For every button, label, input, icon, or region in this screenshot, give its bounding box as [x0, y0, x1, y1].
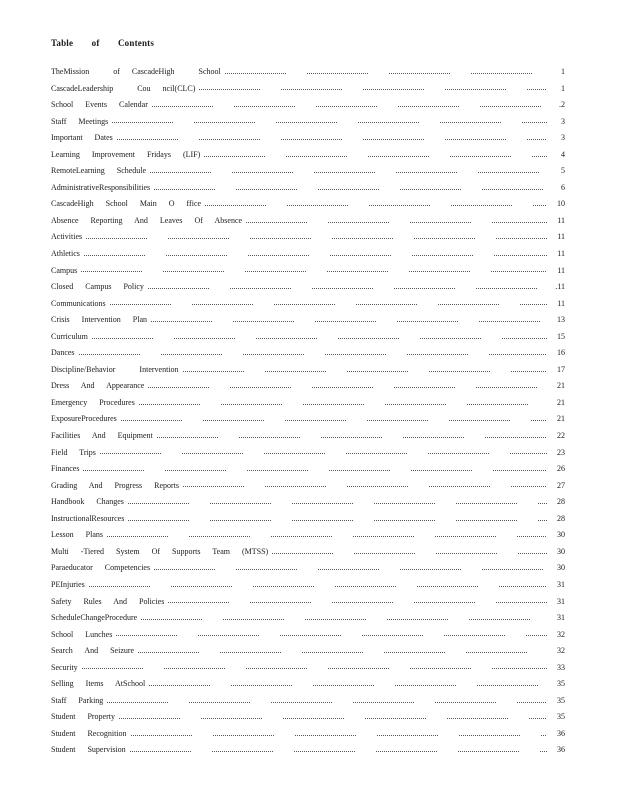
dot-leader [112, 122, 547, 123]
toc-entry-page-number: 17 [557, 364, 565, 374]
toc-entry-label: Multi -Tiered System Of Supports Team (MTSS) [51, 546, 269, 556]
toc-entry[interactable] [51, 362, 565, 379]
dot-leader [130, 751, 547, 752]
toc-entry[interactable] [51, 279, 565, 296]
toc-entry[interactable] [51, 64, 565, 81]
toc-entry[interactable] [51, 345, 565, 362]
toc-entry[interactable] [51, 627, 565, 644]
dot-leader [148, 288, 547, 289]
dot-leader [82, 668, 547, 669]
dot-leader [151, 321, 547, 322]
toc-entry-page-number: 11 [557, 265, 565, 275]
toc-entry[interactable] [51, 329, 565, 346]
dot-leader [204, 156, 547, 157]
dot-leader [141, 619, 547, 620]
toc-entry-label: Safety Rules And Policies [51, 596, 165, 606]
toc-entry-label: Student Recognition [51, 728, 127, 738]
dot-leader [128, 520, 547, 521]
toc-entry-page-number: 21 [557, 414, 565, 424]
toc-entry-page-number: 36 [557, 728, 565, 738]
toc-entry-label: Student Property [51, 712, 115, 722]
dot-leader [157, 437, 547, 438]
toc-entry[interactable] [51, 610, 565, 627]
dot-leader [100, 453, 547, 454]
toc-entry[interactable] [51, 213, 565, 230]
toc-entry-page-number: 6 [561, 182, 565, 192]
dot-leader [107, 702, 547, 703]
toc-entry-page-number: 21 [557, 397, 565, 407]
toc-title: Table of Contents [51, 38, 155, 48]
dot-leader [148, 387, 547, 388]
dot-leader [79, 354, 547, 355]
toc-entry[interactable] [51, 81, 565, 98]
toc-entry-label: School Events Calendar [51, 100, 148, 110]
toc-entry-label: Lesson Plans [51, 530, 103, 540]
toc-entry-label: Paraeducator Competencies [51, 563, 151, 573]
toc-entry[interactable] [51, 726, 565, 743]
toc-entry[interactable] [51, 97, 565, 114]
toc-entry-label: Crisis Intervention Plan [51, 315, 147, 325]
toc-list [51, 64, 565, 759]
toc-entry-label: Staff Meetings [51, 116, 109, 126]
toc-entry-page-number: 5 [561, 166, 565, 176]
toc-entry[interactable] [51, 478, 565, 495]
dot-leader [272, 553, 547, 554]
toc-entry-label: Staff Parking [51, 695, 104, 705]
toc-entry-page-number: 15 [557, 331, 565, 341]
toc-entry-page-number: 32 [557, 629, 565, 639]
toc-entry-page-number: 28 [557, 497, 565, 507]
toc-entry-page-number: 30 [557, 563, 565, 573]
toc-entry[interactable] [51, 246, 565, 263]
toc-entry-label: ExposureProcedures [51, 414, 117, 424]
toc-entry[interactable] [51, 660, 565, 677]
toc-entry-label: Security [51, 662, 78, 672]
dot-leader [83, 470, 547, 471]
toc-entry[interactable] [51, 411, 565, 428]
toc-entry-page-number: 23 [557, 447, 565, 457]
toc-entry-page-number: 11 [557, 232, 565, 242]
toc-entry-page-number: 31 [557, 596, 565, 606]
toc-entry[interactable] [51, 147, 565, 164]
dot-leader [150, 172, 547, 173]
toc-entry-page-number: 22 [557, 431, 565, 441]
dot-leader [92, 338, 547, 339]
toc-entry[interactable] [51, 693, 565, 710]
toc-entry[interactable] [51, 742, 565, 759]
toc-entry-label: AdministrativeResponsibilities [51, 182, 151, 192]
toc-entry-page-number: 11 [557, 215, 565, 225]
toc-entry-label: Selling Items AtSchool [51, 679, 146, 689]
toc-entry[interactable] [51, 196, 565, 213]
toc-entry-label: Closed Campus Policy [51, 282, 144, 292]
dot-leader [116, 635, 547, 636]
toc-entry[interactable] [51, 263, 565, 280]
dot-leader [183, 371, 547, 372]
toc-entry-page-number: 11 [557, 249, 565, 259]
dot-leader [107, 536, 547, 537]
toc-entry-label: Handbook Changes [51, 497, 124, 507]
dot-leader [86, 238, 547, 239]
toc-entry[interactable] [51, 527, 565, 544]
toc-entry-page-number: 28 [557, 513, 565, 523]
toc-entry-label: InstructionalResources [51, 513, 125, 523]
toc-entry-page-number: 32 [557, 646, 565, 656]
toc-entry[interactable] [51, 544, 565, 561]
toc-entry[interactable] [51, 395, 565, 412]
toc-entry-label: Student Supervision [51, 745, 126, 755]
toc-entry-page-number: 30 [557, 546, 565, 556]
toc-entry[interactable] [51, 296, 565, 313]
toc-entry-label: Important Dates [51, 133, 113, 143]
toc-entry[interactable] [51, 494, 565, 511]
toc-entry[interactable] [51, 163, 565, 180]
toc-entry-page-number: 31 [557, 613, 565, 623]
toc-entry-page-number: 26 [557, 464, 565, 474]
dot-leader [89, 586, 547, 587]
toc-entry-page-number: 3 [561, 116, 565, 126]
toc-entry[interactable] [51, 130, 565, 147]
toc-entry-page-number: 4 [561, 149, 565, 159]
toc-entry-label: Campus [51, 265, 78, 275]
toc-entry[interactable] [51, 378, 565, 395]
dot-leader [152, 106, 547, 107]
dot-leader [139, 404, 547, 405]
toc-entry-label: School Lunches [51, 629, 113, 639]
toc-entry-label: Curriculum [51, 331, 88, 341]
toc-entry-label: Finances [51, 464, 80, 474]
toc-entry-label: CascadeLeadership Cou ncil(CLC) [51, 83, 196, 93]
dot-leader [149, 685, 547, 686]
toc-entry-label: Emergency Procedures [51, 397, 135, 407]
toc-entry-label: Dances [51, 348, 75, 358]
toc-entry[interactable] [51, 445, 565, 462]
toc-entry-page-number: 1 [561, 67, 565, 76]
dot-leader [183, 486, 547, 487]
dot-leader [154, 569, 547, 570]
toc-entry-page-number: .2 [559, 100, 565, 110]
toc-entry-page-number: 21 [557, 381, 565, 391]
toc-entry-page-number: 13 [557, 315, 565, 325]
toc-entry[interactable] [51, 229, 565, 246]
dot-leader [84, 255, 547, 256]
toc-entry-label: Learning Improvement Fridays (LIF) [51, 149, 201, 159]
toc-entry-page-number: 3 [561, 133, 565, 143]
toc-entry[interactable] [51, 560, 565, 577]
toc-entry-label: ScheduleChangeProcedure [51, 613, 138, 623]
dot-leader [119, 718, 547, 719]
dot-leader [117, 139, 547, 140]
toc-entry[interactable] [51, 511, 565, 528]
toc-entry-label: Discipline/Behavior Intervention [51, 364, 179, 374]
toc-entry-label: Grading And Progress Reports [51, 480, 179, 490]
toc-entry-page-number: 30 [557, 530, 565, 540]
toc-entry-page-number: .11 [555, 282, 565, 292]
toc-entry-page-number: 11 [557, 298, 565, 308]
dot-leader [205, 205, 547, 206]
toc-entry-label: Activities [51, 232, 83, 242]
toc-entry[interactable] [51, 312, 565, 329]
toc-entry-page-number: 35 [557, 695, 565, 705]
toc-entry[interactable] [51, 180, 565, 197]
toc-entry[interactable] [51, 594, 565, 611]
toc-entry-page-number: 16 [557, 348, 565, 358]
toc-entry-label: Dress And Appearance [51, 381, 145, 391]
toc-entry[interactable] [51, 114, 565, 131]
dot-leader [110, 304, 547, 305]
toc-entry[interactable] [51, 676, 565, 693]
dot-leader [168, 602, 547, 603]
toc-entry-page-number: 33 [557, 662, 565, 672]
toc-entry-label: CascadeHigh School Main O ffice [51, 199, 202, 209]
toc-entry[interactable] [51, 709, 565, 726]
dot-leader [128, 503, 547, 504]
dot-leader [121, 420, 547, 421]
toc-entry-page-number: 10 [557, 199, 565, 209]
toc-entry[interactable] [51, 577, 565, 594]
toc-entry-label: Search And Seizure [51, 646, 135, 656]
toc-entry-label: TheMission of CascadeHigh School [51, 67, 221, 76]
dot-leader [225, 73, 547, 74]
dot-leader [138, 652, 547, 653]
toc-entry[interactable] [51, 643, 565, 660]
dot-leader [154, 189, 547, 190]
dot-leader [199, 89, 547, 90]
toc-entry-page-number: 35 [557, 679, 565, 689]
toc-entry-label: Absence Reporting And Leaves Of Absence [51, 215, 243, 225]
toc-entry-label: Facilities And Equipment [51, 431, 153, 441]
dot-leader [246, 222, 547, 223]
toc-entry-label: PEInjuries [51, 579, 85, 589]
toc-entry-page-number: 36 [557, 745, 565, 755]
dot-leader [81, 271, 547, 272]
toc-entry-label: Communications [51, 298, 106, 308]
toc-entry-page-number: 31 [557, 579, 565, 589]
toc-entry-label: RemoteLearning Schedule [51, 166, 147, 176]
toc-entry[interactable] [51, 461, 565, 478]
toc-entry-label: Athletics [51, 249, 80, 259]
toc-entry-page-number: 27 [557, 480, 565, 490]
dot-leader [131, 735, 547, 736]
toc-entry-page-number: 35 [557, 712, 565, 722]
toc-entry[interactable] [51, 428, 565, 445]
toc-entry-label: Field Trips [51, 447, 96, 457]
toc-entry-page-number: 1 [561, 83, 565, 93]
